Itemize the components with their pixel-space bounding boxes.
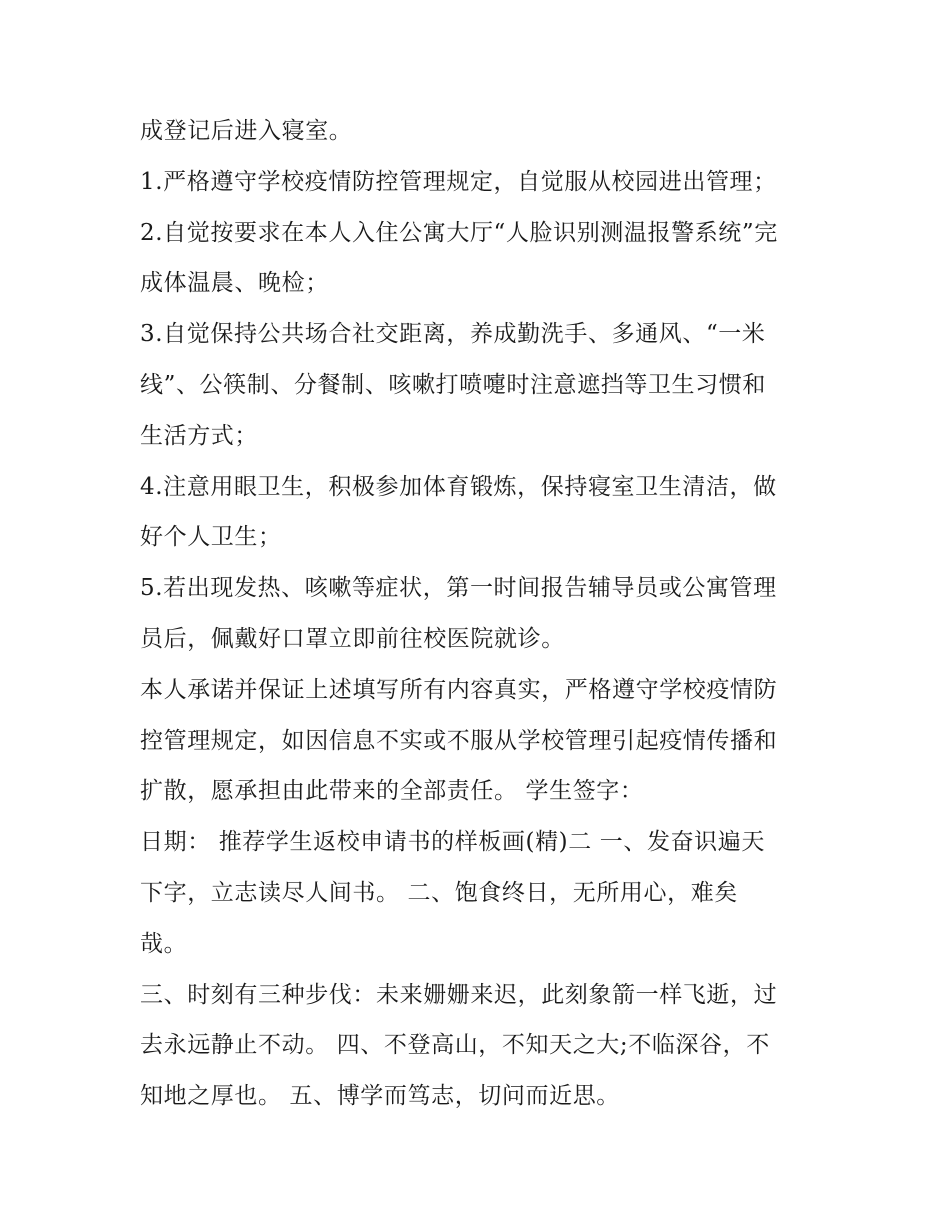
text-line: 控管理规定，如因信息不实或不服从学校管理引起疫情传播和 <box>140 727 778 754</box>
text-line: 本人承诺并保证上述填写所有内容真实，严格遵守学校疫情防 <box>140 676 778 703</box>
text-line: 成登记后进入寝室。 <box>140 118 353 144</box>
text-line: 哉。 <box>140 930 188 957</box>
text-line: 员后，佩戴好口罩立即前往校医院就诊。 <box>140 625 565 652</box>
text-line: 扩散，愿承担由此带来的全部责任。 学生签字： <box>140 778 644 805</box>
text-line: 日期： 推荐学生返校申请书的样板画(精)二 一、发奋识遍天 <box>140 829 765 856</box>
text-line: 5.若出现发热、咳嗽等症状，第一时间报告辅导员或公寓管理 <box>140 575 777 602</box>
document-body <box>140 106 820 1122</box>
text-line: 三、时刻有三种步伐：未来姗姗来迟，此刻象箭一样飞逝，过 <box>140 981 778 1008</box>
text-line: 成体温晨、晚检； <box>140 270 329 297</box>
text-line: 去永远静止不动。 四、不登高山，不知天之大;不临深谷，不 <box>140 1032 770 1059</box>
text-line: 好个人卫生； <box>140 524 282 551</box>
text-line: 4.注意用眼卫生，积极参加体育锻炼，保持寝室卫生清洁，做 <box>140 473 777 500</box>
text-line: 生活方式； <box>140 422 258 449</box>
text-line: 知地之厚也。 五、博学而笃志，切问而近思。 <box>140 1083 620 1110</box>
text-line: 1.严格遵守学校疫情防控管理规定，自觉服从校园进出管理； <box>140 168 777 195</box>
text-line: 下字，立志读尽人间书。 二、饱食终日，无所用心，难矣 <box>140 879 738 906</box>
text-line: 线”、公筷制、分餐制、咳嗽打喷嚏时注意遮挡等卫生习惯和 <box>140 371 766 398</box>
text-line: 3.自觉保持公共场合社交距离，养成勤洗手、多通风、“一米 <box>140 321 766 348</box>
text-line: 2.自觉按要求在本人入住公寓大厅“人脸识别测温报警系统”完 <box>140 219 778 246</box>
